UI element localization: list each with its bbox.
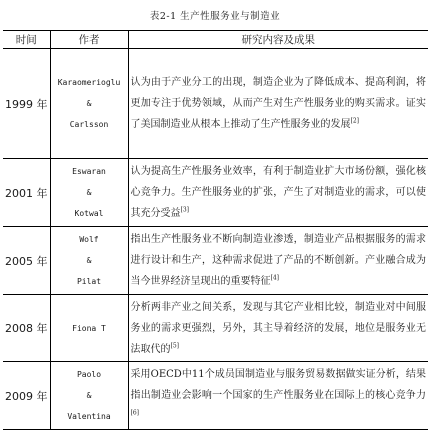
header-year: 时间: [3, 31, 50, 49]
author-cell: [50, 362, 128, 430]
table-caption: 表2-1 生产性服务业与制造业: [149, 11, 281, 22]
content-text: 认为提高生产性服务业效率，有利于制造业扩大市场份额，强化核心竞争力。生产性服务业的扩张，产生了对制造业的需求，可以使其充分受益: [130, 166, 426, 219]
table-row: [3, 295, 428, 362]
content-text: 认为由于产业分工的出现，制造企业为了降低成本、提高利润，将更加专注于优势领域，从而产生对生产性服务业的购买需求。证实了美国制造业从根本上推动了生产性服务业的发展: [130, 77, 426, 130]
table-row: [3, 227, 428, 295]
author-name: Pilat: [76, 277, 102, 286]
author-name: Paolo: [76, 370, 102, 379]
content-cell: [128, 295, 428, 362]
author-name: &: [86, 188, 92, 197]
year-cell: 1999 年: [3, 49, 50, 159]
author-name: Eswaran: [72, 167, 106, 176]
author-cell: [50, 227, 128, 295]
author-name: &: [86, 256, 92, 265]
author-name: Fiona T: [72, 323, 106, 333]
author-cell: [50, 295, 128, 362]
author-name: Carlsson: [69, 120, 109, 129]
literature-table: [3, 30, 428, 430]
author-cell: [50, 49, 128, 159]
content-cell: [128, 159, 428, 227]
author-name: Wolf: [79, 235, 99, 244]
author-name: &: [86, 391, 92, 400]
citation-ref: [4]: [270, 274, 279, 282]
content-cell: [128, 362, 428, 430]
content-cell: [128, 227, 428, 295]
header-author: 作者: [50, 31, 128, 49]
content-cell: [128, 49, 428, 159]
header-content: 研究内容及成果: [128, 31, 428, 49]
table-header-row: [3, 31, 428, 49]
content-text: 指出生产性服务业不断向制造业渗透，制造业产品根据服务的需求进行设计和生产，这种需求促进了产品的不断创新。产业融合成为当今世界经济呈现出的重要特征: [130, 234, 426, 287]
content-text: 采用OECD中11个成员国制造业与服务贸易数据做实证分析，结果指出制造业会影响一个国家的生产性服务业在国际上的核心竞争力: [130, 369, 426, 401]
table-row: [3, 159, 428, 227]
year-cell: 2008 年: [3, 295, 50, 362]
author-name: Valentina: [67, 412, 111, 421]
year-cell: 2009 年: [3, 362, 50, 430]
table-body: [3, 49, 428, 430]
table-row: [3, 362, 428, 430]
author-name: &: [86, 99, 92, 108]
author-cell: [50, 159, 128, 227]
citation-ref: [5]: [170, 342, 179, 350]
author-name: Kotwal: [74, 209, 104, 218]
citation-ref: [6]: [130, 409, 139, 417]
table-row: [3, 49, 428, 159]
author-name: Karaomerioglu: [57, 78, 121, 87]
year-cell: 2001 年: [3, 159, 50, 227]
year-cell: 2005 年: [3, 227, 50, 295]
citation-ref: [3]: [180, 206, 189, 214]
citation-ref: [2]: [350, 117, 359, 125]
content-text: 分析两非产业之间关系，发现与其它产业相比较，制造业对中间服务业的需求更强烈，另外，其主导着经济的发展，地位是服务业无法取代的: [130, 301, 426, 355]
